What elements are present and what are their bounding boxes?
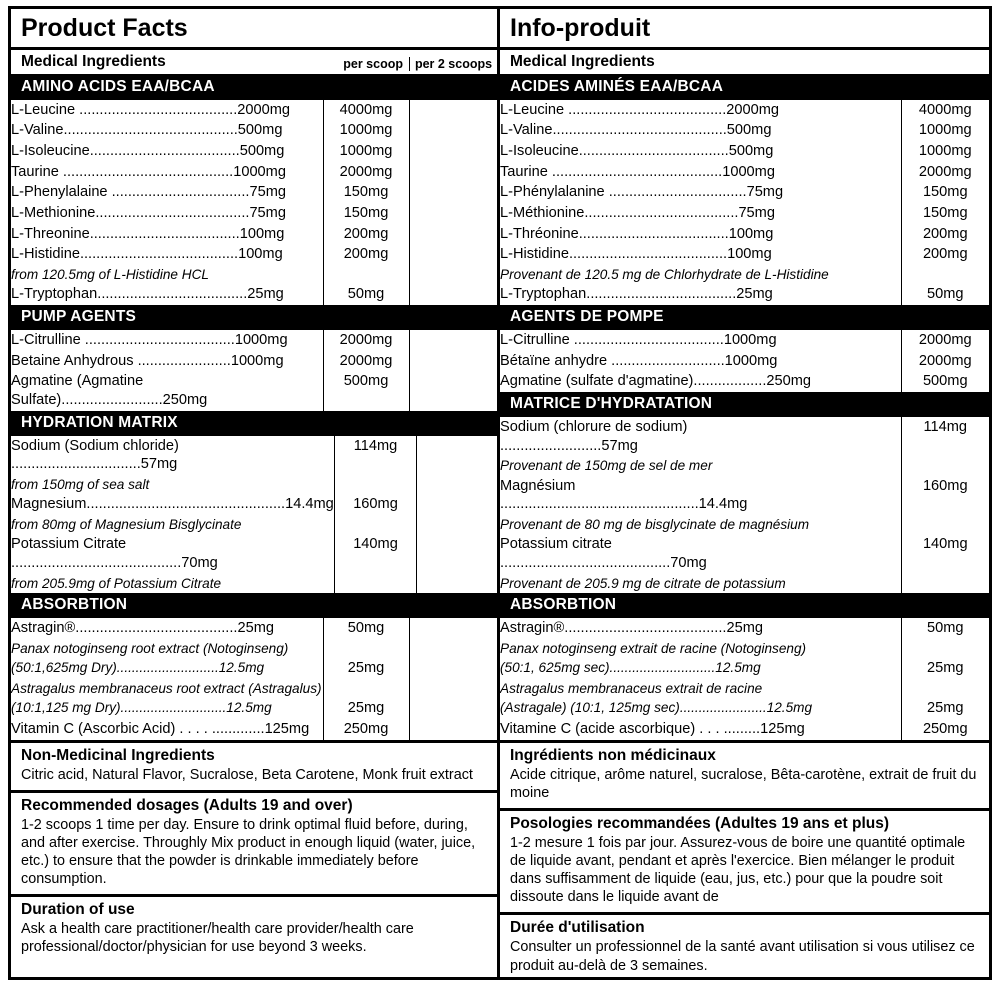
row-value-2: 50mg (901, 284, 989, 305)
non-medicinal-heading-fr: Ingrédients non médicinaux (510, 746, 716, 764)
table-row (500, 658, 989, 679)
row-value-2 (409, 330, 497, 351)
row-note: from 150mg of sea salt (11, 476, 150, 492)
duration-heading-en: Duration of use (21, 901, 135, 919)
row-name: Vitamine C (acide ascorbique) . . . .........125mg (500, 720, 805, 737)
dosage-block-fr (500, 811, 989, 913)
section-band-hydration-fr: MATRICE D'HYDRATATION (500, 392, 989, 417)
row-value-1: 500mg (323, 371, 409, 410)
row-name: L-Tryptophan.....................................25mg (11, 286, 284, 303)
section-band-absorbtion-fr: ABSORBTION (500, 593, 989, 618)
table-row (500, 679, 989, 698)
row-spacer (815, 224, 901, 245)
table-header-en (11, 50, 497, 74)
duration-block-fr (500, 915, 989, 980)
table-row (500, 120, 989, 141)
row-value-1: 114mg (334, 436, 416, 475)
row-note: Provenant de 150mg de sel de mer (500, 458, 713, 474)
table-row (11, 244, 497, 265)
header-per-scoop: per scoop (343, 56, 403, 71)
row-name: Astragin®........................................25mg (11, 620, 274, 637)
row-name: L-Phenylalaine ..................................75mg (11, 184, 286, 201)
row-value-1: 25mg (323, 698, 409, 719)
row-spacer (815, 719, 901, 740)
table-row (500, 515, 989, 534)
table-row (11, 515, 497, 534)
table-row (500, 574, 989, 593)
row-name: Magnésium .................................................14.4mg (500, 477, 748, 513)
row-name: Agmatine (Agmatine Sulfate).........................250mg (11, 373, 208, 408)
header-ingredients-en: Medical Ingredients (21, 52, 166, 70)
row-value-2 (409, 182, 497, 203)
row-value-2: 140mg (901, 534, 989, 573)
table-row (500, 371, 989, 392)
non-medicinal-block-fr (500, 743, 989, 808)
row-value-1: 250mg (323, 719, 409, 740)
row-spacer (815, 698, 901, 719)
section-table-amino-acids-en (11, 100, 497, 305)
row-note: from 120.5mg of L-Histidine HCL (11, 266, 209, 282)
table-row (11, 698, 497, 719)
table-row (500, 330, 989, 351)
row-name: L-Threonine.....................................100mg (11, 225, 285, 242)
table-row (11, 436, 497, 475)
row-spacer (815, 658, 901, 679)
table-row (11, 475, 497, 494)
row-value-2: 2000mg (901, 330, 989, 351)
table-row (11, 574, 497, 593)
row-name: Agmatine (sulfate d'agmatine)..................250mg (500, 373, 812, 390)
section-band-amino-acids-en: AMINO ACIDS EAA/BCAA (11, 75, 497, 100)
row-value-2 (901, 679, 989, 698)
dosage-block-en (11, 793, 497, 895)
row-name: L-Valine...........................................500mg (500, 122, 772, 139)
table-row (11, 534, 497, 573)
row-spacer (815, 100, 901, 121)
section-table-hydration-en (11, 436, 497, 594)
table-row (500, 698, 989, 719)
duration-text-fr: Consulter un professionnel de la santé avant utilisation si vous utilisez ce produit au-delà de 3 semaines. (510, 939, 975, 974)
row-note: Provenant de 120.5 mg de Chlorhydrate de L-Histidine (500, 266, 829, 282)
row-value-1: 160mg (334, 494, 416, 515)
row-note: from 80mg of Magnesium Bisglycinate (11, 517, 242, 533)
row-spacer (815, 162, 901, 183)
row-name: L-Tryptophan.....................................25mg (500, 286, 773, 303)
row-value-2: 160mg (901, 476, 989, 515)
row-value-2 (901, 265, 989, 284)
english-column (11, 9, 500, 977)
row-value-2 (417, 475, 497, 494)
row-name: Vitamin C (Ascorbic Acid) . . . . .............125mg (11, 720, 310, 737)
row-value-2 (409, 679, 497, 698)
row-name: L-Leucine .......................................2000mg (11, 101, 291, 118)
header-ingredients-fr: Medical Ingredients (510, 52, 655, 70)
row-value-2: 2000mg (901, 162, 989, 183)
row-value-1 (323, 679, 409, 698)
row-value-2 (417, 436, 497, 475)
row-name: L-Histidine.......................................100mg (11, 246, 283, 263)
row-value-2 (417, 534, 497, 573)
row-name: L-Thréonine.....................................100mg (500, 225, 774, 242)
header-per-2-scoops: per 2 scoops (409, 57, 497, 71)
table-row (11, 639, 497, 658)
row-value-2 (409, 639, 497, 658)
row-value-2: 25mg (901, 698, 989, 719)
row-name: L-Citrulline .....................................1000mg (11, 331, 288, 348)
row-value-1 (334, 515, 416, 534)
row-value-1: 25mg (323, 658, 409, 679)
table-row (11, 265, 497, 284)
table-row (11, 494, 497, 515)
row-spacer (815, 476, 901, 515)
table-row (500, 203, 989, 224)
row-spacer (815, 203, 901, 224)
section-band-amino-acids-fr: ACIDES AMINÉS EAA/BCAA (500, 75, 989, 100)
section-band-pump-agents-en: PUMP AGENTS (11, 305, 497, 330)
row-value-1 (334, 475, 416, 494)
row-spacer (815, 120, 901, 141)
row-value-2 (901, 456, 989, 475)
row-value-2: 1000mg (901, 120, 989, 141)
row-name: L-Phénylalanine ..................................75mg (500, 184, 784, 201)
row-value-2: 150mg (901, 203, 989, 224)
section-band-absorbtion-en: ABSORBTION (11, 593, 497, 618)
table-row (11, 120, 497, 141)
row-value-1: 50mg (323, 618, 409, 639)
row-name: L-Leucine .......................................2000mg (500, 101, 780, 118)
section-table-pump-agents-en (11, 330, 497, 411)
row-value-1: 200mg (323, 244, 409, 265)
table-row (11, 203, 497, 224)
row-name: Astragin®........................................25mg (500, 620, 763, 637)
duration-block-en (11, 897, 497, 962)
table-row (11, 719, 497, 740)
french-column (500, 9, 989, 977)
row-value-1: 2000mg (323, 351, 409, 372)
table-row (11, 330, 497, 351)
dosage-heading-en: Recommended dosages (Adults 19 and over) (21, 796, 353, 814)
row-value-1: 150mg (323, 182, 409, 203)
row-value-2: 50mg (901, 618, 989, 639)
row-name: Potassium citrate ..........................................70mg (500, 536, 707, 572)
row-value-2 (417, 515, 497, 534)
row-value-1: 140mg (334, 534, 416, 573)
row-value-1: 1000mg (323, 120, 409, 141)
row-note: (10:1,125 mg Dry)............................12.5mg (11, 700, 272, 716)
row-name: L-Méthionine......................................75mg (500, 204, 775, 221)
row-note: (Astragale) (10:1, 125mg sec).......................12.5mg (500, 700, 813, 716)
row-value-2 (409, 244, 497, 265)
row-value-2 (901, 639, 989, 658)
row-value-1: 200mg (323, 224, 409, 245)
row-value-2: 200mg (901, 244, 989, 265)
row-value-2: 250mg (901, 719, 989, 740)
dosage-text-fr: 1-2 mesure 1 fois par jour. Assurez-vous de boire une quantité optimale de liquide avant, pendant et après l'exercice. Bien mélanger le produit dans suffisamment de liquide (eau, jus, etc.) pour que la poudre soit dissoute dans le liquide avant de (510, 834, 966, 906)
table-header-fr (500, 50, 989, 74)
dosage-heading-fr: Posologies recommandées (Adultes 19 ans et plus) (510, 814, 890, 832)
row-spacer (815, 141, 901, 162)
row-value-2 (409, 100, 497, 121)
non-medicinal-text-en: Citric acid, Natural Flavor, Sucralose, Beta Carotene, Monk fruit extract (21, 766, 473, 783)
table-row (500, 456, 989, 475)
row-name: L-Isoleucine.....................................500mg (11, 142, 285, 159)
row-value-2 (409, 120, 497, 141)
table-row (500, 417, 989, 456)
row-name: Taurine ..........................................1000mg (500, 163, 775, 180)
row-value-2: 150mg (901, 182, 989, 203)
table-row (11, 162, 497, 183)
table-row (500, 224, 989, 245)
table-row (500, 162, 989, 183)
row-value-2: 200mg (901, 224, 989, 245)
table-row (11, 182, 497, 203)
non-medicinal-heading-en: Non-Medicinal Ingredients (21, 746, 215, 764)
row-value-1: 150mg (323, 203, 409, 224)
row-spacer (815, 618, 901, 639)
table-row (500, 265, 989, 284)
row-value-2 (409, 224, 497, 245)
row-value-2 (409, 658, 497, 679)
row-value-2 (409, 141, 497, 162)
non-medicinal-block-en (11, 743, 497, 790)
table-row (500, 719, 989, 740)
row-value-2: 2000mg (901, 351, 989, 372)
row-spacer (815, 284, 901, 305)
row-value-1 (323, 265, 409, 284)
dosage-text-en: 1-2 scoops 1 time per day. Ensure to drink optimal fluid before, during, and after exercise. Throughly Mix product in enough liquid (water, juice, etc.) to ensure that the powder is drinkable immediately before consumption. (21, 816, 476, 888)
page-title-en: Product Facts (21, 14, 188, 42)
row-value-2 (409, 265, 497, 284)
row-value-2 (409, 203, 497, 224)
row-spacer (815, 534, 901, 573)
row-name: Sodium (chlorure de sodium) .........................57mg (500, 418, 688, 454)
row-value-2: 114mg (901, 417, 989, 456)
row-name: Sodium (Sodium chloride) ................................57mg (11, 437, 179, 473)
row-value-2 (409, 284, 497, 305)
table-row (500, 100, 989, 121)
table-row (500, 639, 989, 658)
row-note: (50:1,625mg Dry)...........................12.5mg (11, 660, 265, 676)
section-band-hydration-en: HYDRATION MATRIX (11, 411, 497, 436)
row-value-2: 1000mg (901, 141, 989, 162)
table-row (500, 618, 989, 639)
row-name: Bétaïne anhydre ............................1000mg (500, 352, 778, 369)
table-row (11, 618, 497, 639)
row-value-1: 2000mg (323, 162, 409, 183)
table-row (11, 224, 497, 245)
duration-heading-fr: Durée d'utilisation (510, 919, 645, 937)
row-value-2 (409, 351, 497, 372)
table-row (500, 284, 989, 305)
row-note: Panax notoginseng extrait de racine (Notoginseng) (500, 640, 807, 656)
row-note: from 205.9mg of Potassium Citrate (11, 575, 222, 591)
row-value-2: 4000mg (901, 100, 989, 121)
row-name: Magnesium.................................................14.4mg (11, 496, 334, 513)
section-table-absorbtion-en (11, 618, 497, 739)
page-title-fr: Info-produit (510, 14, 651, 42)
row-value-1 (334, 574, 416, 593)
table-row (500, 351, 989, 372)
row-name: L-Valine...........................................500mg (11, 122, 283, 139)
product-facts-panel (8, 6, 992, 980)
row-name: Taurine ..........................................1000mg (11, 163, 286, 180)
section-band-pump-agents-fr: AGENTS DE POMPE (500, 305, 989, 330)
row-value-2 (409, 698, 497, 719)
row-note: (50:1, 625mg sec)............................12.5mg (500, 660, 761, 676)
row-spacer (815, 182, 901, 203)
row-value-2 (901, 515, 989, 534)
row-note: Astragalus membranaceus extrait de racine (500, 680, 763, 696)
section-table-hydration-fr (500, 417, 989, 593)
row-note: Provenant de 80 mg de bisglycinate de magnésium (500, 517, 810, 533)
row-name: L-Citrulline .....................................1000mg (500, 331, 777, 348)
row-value-2 (409, 618, 497, 639)
row-name: L-Isoleucine.....................................500mg (500, 142, 774, 159)
row-note: Panax notoginseng root extract (Notoginseng) (11, 640, 289, 656)
row-value-1: 50mg (323, 284, 409, 305)
row-value-2 (901, 574, 989, 593)
row-value-2 (409, 719, 497, 740)
table-row (11, 658, 497, 679)
table-row (11, 351, 497, 372)
row-value-1: 2000mg (323, 330, 409, 351)
table-row (11, 371, 497, 410)
section-table-amino-acids-fr (500, 100, 989, 305)
row-value-1 (323, 639, 409, 658)
row-name: L-Methionine......................................75mg (11, 204, 286, 221)
row-value-1: 1000mg (323, 141, 409, 162)
section-table-pump-agents-fr (500, 330, 989, 392)
row-name: Betaine Anhydrous .......................1000mg (11, 352, 284, 369)
row-name: Potassium Citrate ..........................................70mg (11, 536, 218, 572)
row-name: L-Histidine.......................................100mg (500, 246, 772, 263)
section-table-absorbtion-fr (500, 618, 989, 739)
non-medicinal-text-fr: Acide citrique, arôme naturel, sucralose, Bêta-carotène, extrait de fruit du moine (510, 766, 977, 801)
table-row (500, 476, 989, 515)
row-value-1: 4000mg (323, 100, 409, 121)
row-note: Provenant de 205.9 mg de citrate de potassium (500, 575, 786, 591)
row-spacer (815, 330, 901, 351)
table-row (11, 100, 497, 121)
row-spacer (815, 351, 901, 372)
table-row (500, 244, 989, 265)
row-spacer (815, 244, 901, 265)
duration-text-en: Ask a health care practitioner/health care provider/health care professional/doctor/physician for use beyond 3 weeks. (21, 921, 414, 956)
table-row (11, 141, 497, 162)
row-value-2 (417, 494, 497, 515)
table-row (500, 141, 989, 162)
row-value-2: 25mg (901, 658, 989, 679)
row-value-2: 500mg (901, 371, 989, 392)
row-spacer (815, 371, 901, 392)
table-row (500, 182, 989, 203)
table-row (500, 534, 989, 573)
row-value-2 (417, 574, 497, 593)
table-row (11, 284, 497, 305)
row-value-2 (409, 371, 497, 410)
row-value-2 (409, 162, 497, 183)
row-note: Astragalus membranaceus root extract (Astragalus) (11, 680, 322, 696)
row-spacer (815, 417, 901, 456)
table-row (11, 679, 497, 698)
